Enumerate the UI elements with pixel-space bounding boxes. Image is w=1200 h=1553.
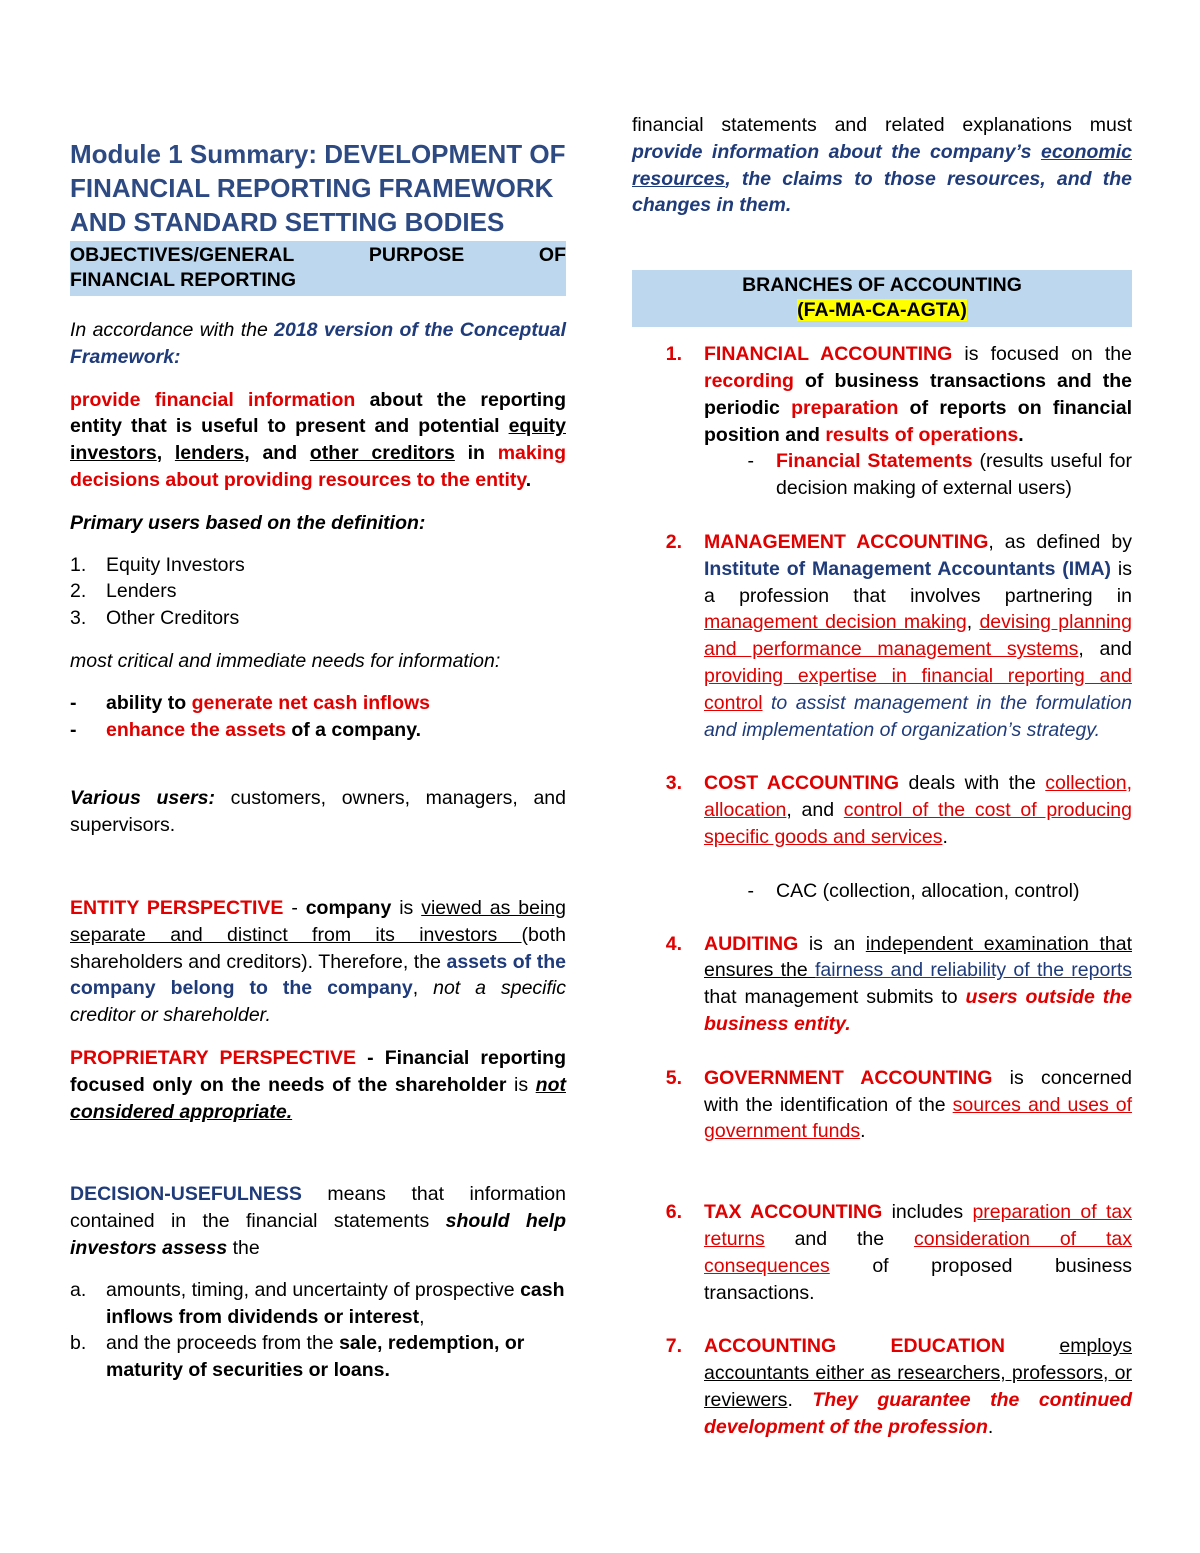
branch-item-government: 5. GOVERNMENT ACCOUNTING is concerned with the identification of the sources and uses of government funds. xyxy=(632,1065,1132,1145)
branch-text: AUDITING is an independent examination that ensures the fairness and reliability of the reports that management submits to users outside the business entity. xyxy=(704,932,1132,1035)
page-title: Module 1 Summary: DEVELOPMENT OF FINANCIAL REPORTING FRAMEWORK AND STANDARD SETTING BODIES xyxy=(70,139,566,237)
provide-paragraph: provide financial information about the reporting entity that is useful to present and potential equity investors, lenders, and other creditors in making decisions about providing resources to the entity. xyxy=(70,388,566,491)
intro-paragraph: financial statements and related explanations must provide information about the company’s economic resources, the claims to those resources, and the changes in them. xyxy=(632,114,1132,217)
branches-heading-title: BRANCHES OF ACCOUNTING xyxy=(742,274,1022,297)
objectives-heading-line2: FINANCIAL REPORTING xyxy=(70,269,297,291)
accordance-paragraph: In accordance with the 2018 version of the Conceptual Framework: xyxy=(70,319,566,368)
sub-item: - CAC (collection, allocation, control) xyxy=(747,879,1080,902)
list-item: a. amounts, timing, and uncertainty of prospective cash inflows from dividends or interest, xyxy=(70,1278,565,1328)
branch-text: COST ACCOUNTING deals with the collection, allocation, and control of the cost of producing specific goods and services. xyxy=(704,772,1132,848)
branch-item-management: 2. MANAGEMENT ACCOUNTING, as defined by Institute of Management Accountants (IMA) is a profession that involves partnering in management decision making, devising planning and performance management systems, and providing expertise in financial reporting and control to assist management in the formulation and implementation of organization’s strategy. xyxy=(632,529,1132,743)
branch-item-auditing: 4. AUDITING is an independent examination that ensures the fairness and reliability of the reports that management submits to users outside the business entity. xyxy=(632,931,1132,1038)
primary-users-heading: Primary users based on the definition: xyxy=(70,511,426,534)
list-item: - ability to generate net cash inflows xyxy=(70,691,430,714)
branch-item-education: 7. ACCOUNTING EDUCATION employs accountants either as researchers, professors, or reviewers. They guarantee the continued development of the profession. xyxy=(632,1333,1132,1440)
list-item: 1. Equity Investors xyxy=(70,553,245,576)
branches-heading xyxy=(632,270,1132,327)
branch-text: MANAGEMENT ACCOUNTING, as defined by Institute of Management Accountants (IMA) is a profession that involves partnering in management decision making, devising planning and performance management systems, and providing expertise in financial reporting and control to assist management in the formulation and implementation of organization’s strategy. xyxy=(704,530,1133,741)
branch-text: FINANCIAL ACCOUNTING is focused on the recording of business transactions and the periodic preparation of reports on financial position and results of operations. xyxy=(704,343,1132,446)
objectives-word-2: PURPOSE xyxy=(368,244,465,266)
branch-text: GOVERNMENT ACCOUNTING is concerned with the identification of the sources and uses of government funds. xyxy=(704,1066,1133,1143)
branch-text: TAX ACCOUNTING includes preparation of tax returns and the consideration of tax consequences of proposed business transactions. xyxy=(704,1201,1132,1304)
branch-item-tax: 6. TAX ACCOUNTING includes preparation of tax returns and the consideration of tax consequences of proposed business transactions. xyxy=(632,1199,1132,1306)
proprietary-perspective-paragraph: PROPRIETARY PERSPECTIVE - Financial reporting focused only on the needs of the shareholder is not considered appropriate. xyxy=(70,1046,566,1123)
branch-text: ACCOUNTING EDUCATION employs accountants either as researchers, professors, or reviewers. They guarantee the continued development of the profession. xyxy=(704,1335,1132,1438)
branches-acronym: (FA-MA-CA-AGTA) xyxy=(797,299,967,322)
sub-item: - Financial Statements (results useful for decision making of external users) xyxy=(747,450,1132,500)
right-column xyxy=(632,112,1132,1440)
list-item: - enhance the assets of a company. xyxy=(70,718,422,741)
decision-items-list xyxy=(70,1277,566,1384)
primary-users-list xyxy=(70,552,566,632)
needs-list xyxy=(70,690,566,744)
entity-perspective-paragraph: ENTITY PERSPECTIVE - company is viewed as being separate and distinct from its investors (both shareholders and creditors). Therefore, the assets of the company belong to the company, not a specific creditor or shareholder. xyxy=(70,896,567,1027)
branch-item-cost: 3. COST ACCOUNTING deals with the collection, allocation, and control of the cost of producing specific goods and services. - CAC (collection, allocation, control) xyxy=(632,770,1132,904)
objectives-word-3: OF xyxy=(538,244,566,266)
left-column xyxy=(70,137,566,1384)
list-item: 2. Lenders xyxy=(70,580,177,603)
branch-item-financial: 1. FINANCIAL ACCOUNTING is focused on the recording of business transactions and the periodic preparation of reports on financial position and results of operations. - Financial Statements (results useful for decision making of external users) xyxy=(632,341,1132,502)
critical-needs-heading: most critical and immediate needs for information: xyxy=(70,649,501,672)
list-item: b. and the proceeds from the sale, redemption, or maturity of securities or loans. xyxy=(70,1332,525,1382)
objectives-heading xyxy=(70,241,566,296)
decision-usefulness-paragraph: DECISION-USEFULNESS means that information contained in the financial statements should help investors assess the xyxy=(70,1183,566,1259)
objectives-word-1: OBJECTIVES/GENERAL xyxy=(70,244,295,266)
objectives-heading-line1 xyxy=(70,243,566,268)
various-users-paragraph: Various users: customers, owners, managers, and supervisors. xyxy=(70,787,567,837)
list-item: 3. Other Creditors xyxy=(70,607,240,630)
